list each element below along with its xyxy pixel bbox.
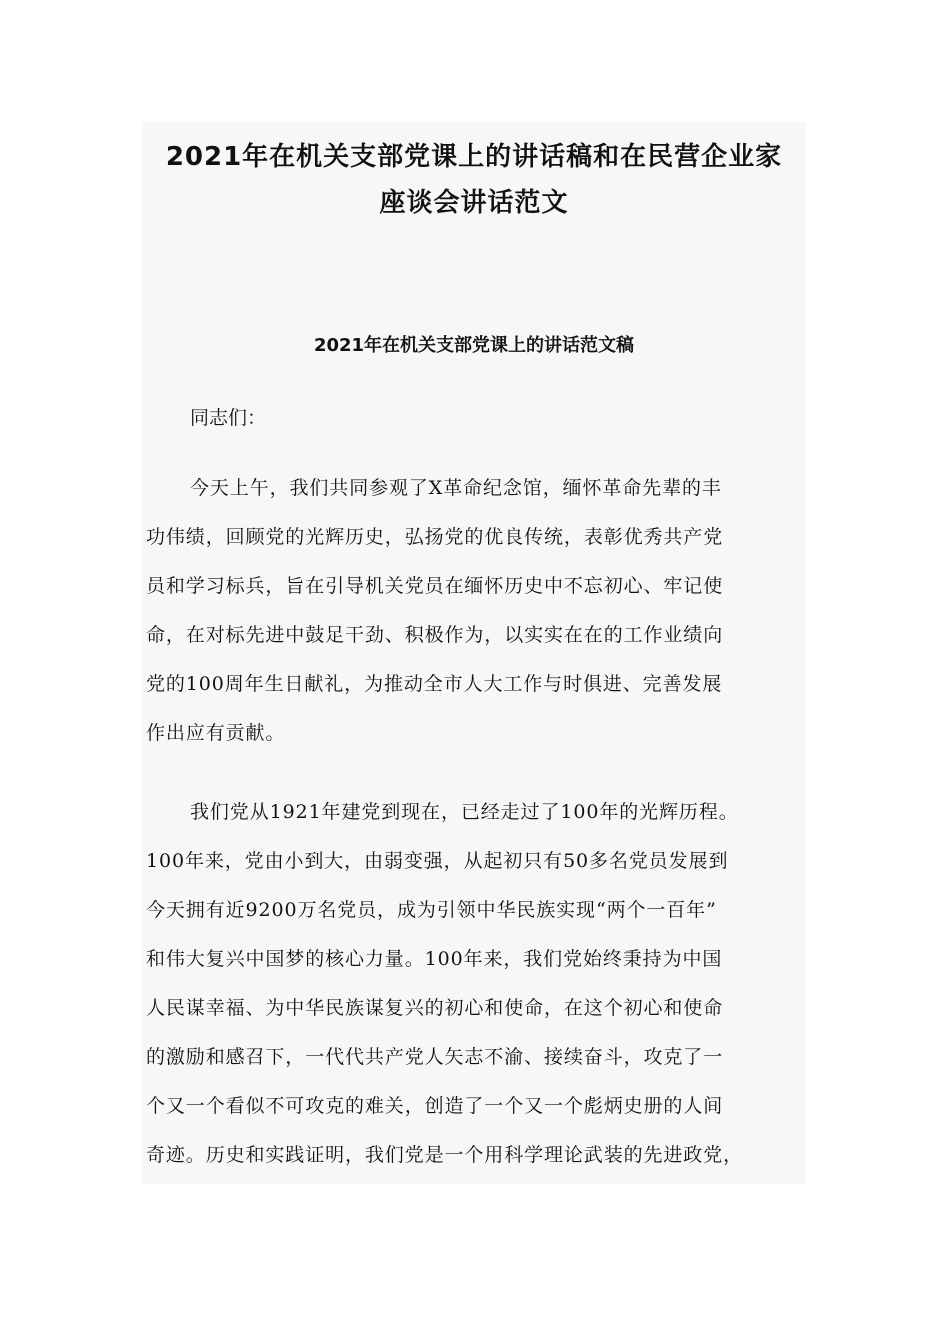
paragraph-line: 员和学习标兵，旨在引导机关党员在缅怀历史中不忘初心、牢记使 [146, 575, 724, 597]
document-title-line-1: 2021年在机关支部党课上的讲话稿和在民营企业家 [165, 142, 783, 172]
paragraph-line: 和伟大复兴中国梦的核心力量。100年来，我们党始终秉持为中国 [146, 948, 723, 970]
paragraph-line: 功伟绩，回顾党的光辉历史，弘扬党的优良传统，表彰优秀共产党 [146, 526, 724, 548]
section-subtitle: 2021年在机关支部党课上的讲话范文稿 [313, 335, 635, 356]
paragraph-line: 命，在对标先进中鼓足干劲、积极作为，以实实在在的工作业绩向 [146, 624, 724, 646]
document-title-line-2: 座谈会讲话范文 [379, 188, 569, 218]
paragraph-line: 的激励和感召下，一代代共产党人矢志不渝、接续奋斗，攻克了一 [146, 1046, 724, 1068]
paragraph-line: 奇迹。历史和实践证明，我们党是一个用科学理论武装的先进政党， [146, 1144, 744, 1166]
paragraph-line: 今天上午，我们共同参观了X革命纪念馆，缅怀革命先辈的丰 [190, 477, 722, 499]
greeting: 同志们： [190, 407, 267, 429]
body-paragraph-1 [146, 464, 802, 758]
paragraph-line: 今天拥有近9200万名党员，成为引领中华民族实现“两个一百年” [146, 899, 717, 921]
paragraph-line: 我们党从1921年建党到现在，已经走过了100年的光辉历程。 [190, 801, 739, 823]
paragraph-line: 个又一个看似不可攻克的难关，创造了一个又一个彪炳史册的人间 [146, 1095, 724, 1117]
body-paragraph-2 [146, 788, 802, 1180]
paragraph-line: 作出应有贡献。 [146, 722, 286, 744]
document-title [142, 134, 806, 226]
paragraph-line: 人民谋幸福、为中华民族谋复兴的初心和使命，在这个初心和使命 [146, 997, 724, 1019]
paragraph-line: 100年来，党由小到大，由弱变强，从起初只有50多名党员发展到 [146, 850, 729, 872]
document-page [142, 122, 806, 1184]
paragraph-line: 党的100周年生日献礼，为推动全市人大工作与时俱进、完善发展 [146, 673, 723, 695]
